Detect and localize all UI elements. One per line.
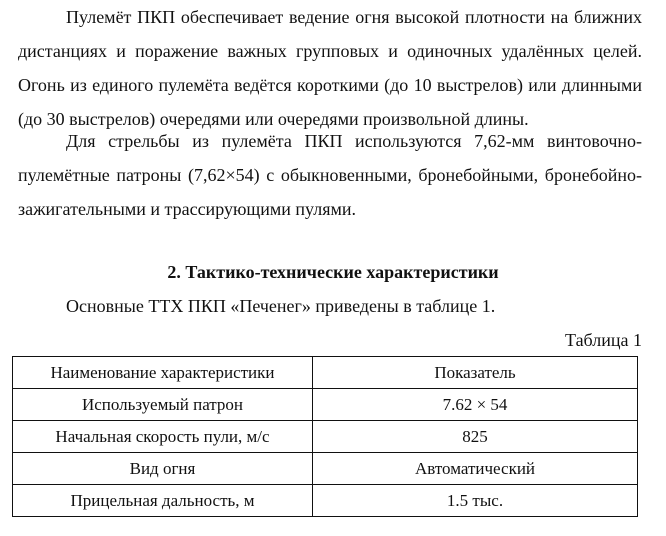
table-row bbox=[13, 421, 638, 453]
table-intro-text: Основные ТТХ ПКП «Печенег» приведены в таблице 1. bbox=[66, 296, 496, 316]
table-header-cell: Показатель bbox=[313, 357, 638, 389]
section-heading: 2. Тактико-технические характеристики bbox=[167, 262, 499, 282]
table-header-row bbox=[13, 357, 638, 389]
table-cell: Прицельная дальность, м bbox=[13, 485, 313, 517]
paragraph-cartridges: Для стрельбы из пулемёта ПКП используются 7,62-мм винтовочно-пулемётные патроны (7,62×54) с обыкновенными, бронебойными, бронебойно-зажигательными и трассирующими пулями. bbox=[18, 131, 642, 219]
table-row bbox=[13, 485, 638, 517]
paragraph-intro: Пулемёт ПКП обеспечивает ведение огня высокой плотности на ближних дистанциях и поражение важных групповых и одиночных удалённых целей. Огонь из единого пулемёта ведётся короткими (до 10 выстрелов) или длинными (до 30 выстрелов) очередями или очередями произвольной длины. bbox=[18, 7, 642, 129]
table-caption: Таблица 1 bbox=[565, 330, 642, 350]
table-cell: 7.62 × 54 bbox=[313, 389, 638, 421]
table-cell: 825 bbox=[313, 421, 638, 453]
table-row bbox=[13, 389, 638, 421]
table-cell: Начальная скорость пули, м/с bbox=[13, 421, 313, 453]
table-cell: Используемый патрон bbox=[13, 389, 313, 421]
specifications-table bbox=[12, 356, 638, 517]
table-cell: 1.5 тыс. bbox=[313, 485, 638, 517]
table-row bbox=[13, 453, 638, 485]
table-cell: Вид огня bbox=[13, 453, 313, 485]
table-cell: Автоматический bbox=[313, 453, 638, 485]
table-header-cell: Наименование характеристики bbox=[13, 357, 313, 389]
